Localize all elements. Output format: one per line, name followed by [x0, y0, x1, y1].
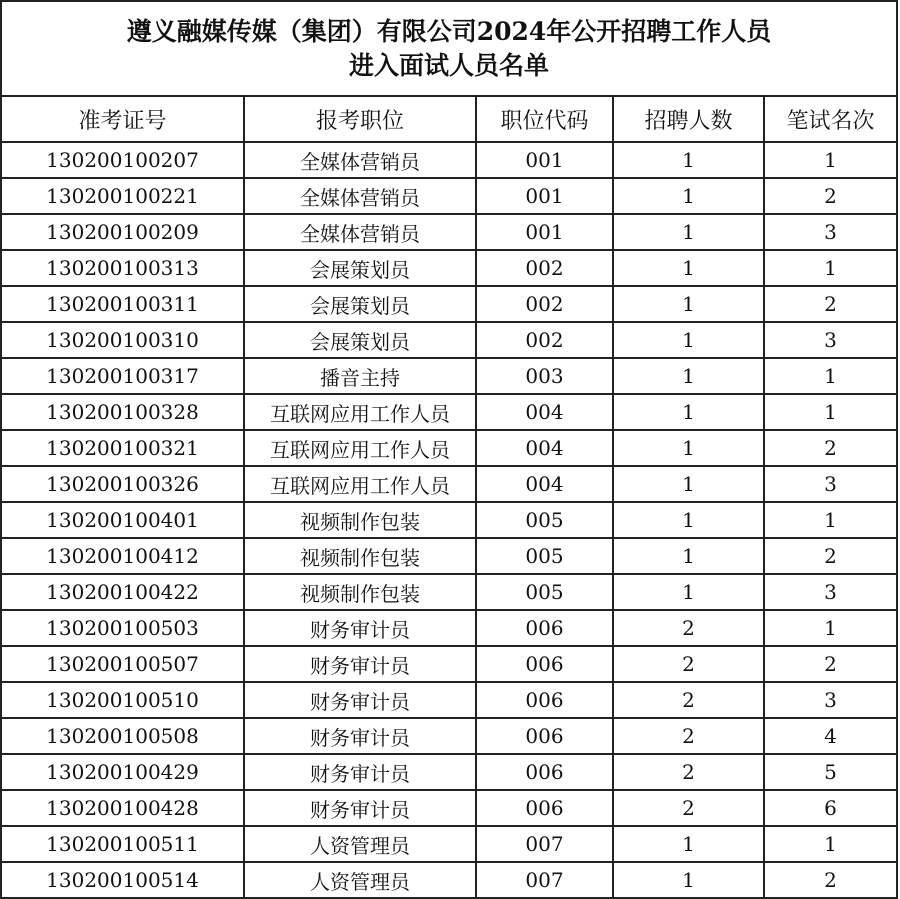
hiring-count-cell: 1 — [613, 250, 764, 286]
table-row — [2, 682, 896, 718]
exam-id-cell: 130200100310 — [2, 322, 244, 358]
document-title — [2, 0, 896, 97]
hiring-count-cell: 1 — [613, 358, 764, 394]
table-row — [2, 826, 896, 862]
header-hiring-count: 招聘人数 — [613, 97, 764, 142]
exam-id-cell: 130200100209 — [2, 214, 244, 250]
exam-id-cell: 130200100321 — [2, 430, 244, 466]
position-cell: 播音主持 — [244, 358, 476, 394]
exam-id-cell: 130200100207 — [2, 142, 244, 178]
position-code-cell: 001 — [476, 142, 613, 178]
table-row — [2, 394, 896, 430]
position-cell: 会展策划员 — [244, 250, 476, 286]
position-cell: 全媒体营销员 — [244, 214, 476, 250]
position-code-cell: 006 — [476, 610, 613, 646]
position-cell: 人资管理员 — [244, 862, 476, 898]
header-written-rank: 笔试名次 — [764, 97, 896, 142]
hiring-count-cell: 2 — [613, 682, 764, 718]
position-code-cell: 005 — [476, 502, 613, 538]
title-line-1: 遵义融媒传媒（集团）有限公司2024年公开招聘工作人员 — [126, 17, 772, 46]
table-body — [2, 142, 896, 898]
position-code-cell: 004 — [476, 394, 613, 430]
position-cell: 全媒体营销员 — [244, 178, 476, 214]
position-code-cell: 007 — [476, 826, 613, 862]
position-cell: 财务审计员 — [244, 682, 476, 718]
written-rank-cell: 2 — [764, 646, 896, 682]
table-row — [2, 646, 896, 682]
hiring-count-cell: 2 — [613, 646, 764, 682]
position-cell: 财务审计员 — [244, 718, 476, 754]
hiring-count-cell: 1 — [613, 538, 764, 574]
written-rank-cell: 2 — [764, 862, 896, 898]
table-row — [2, 754, 896, 790]
hiring-count-cell: 1 — [613, 574, 764, 610]
written-rank-cell: 3 — [764, 322, 896, 358]
written-rank-cell: 1 — [764, 250, 896, 286]
position-cell: 财务审计员 — [244, 646, 476, 682]
position-code-cell: 006 — [476, 682, 613, 718]
hiring-count-cell: 1 — [613, 502, 764, 538]
table-row — [2, 178, 896, 214]
written-rank-cell: 1 — [764, 358, 896, 394]
position-code-cell: 006 — [476, 646, 613, 682]
position-code-cell: 004 — [476, 466, 613, 502]
hiring-count-cell: 1 — [613, 142, 764, 178]
table-row — [2, 718, 896, 754]
position-code-cell: 006 — [476, 754, 613, 790]
header-exam-id: 准考证号 — [2, 97, 244, 142]
exam-id-cell: 130200100317 — [2, 358, 244, 394]
position-cell: 财务审计员 — [244, 610, 476, 646]
exam-id-cell: 130200100428 — [2, 790, 244, 826]
position-cell: 会展策划员 — [244, 286, 476, 322]
table-row — [2, 250, 896, 286]
hiring-count-cell: 1 — [613, 178, 764, 214]
written-rank-cell: 3 — [764, 682, 896, 718]
hiring-count-cell: 1 — [613, 214, 764, 250]
exam-id-cell: 130200100326 — [2, 466, 244, 502]
exam-id-cell: 130200100412 — [2, 538, 244, 574]
table-row — [2, 430, 896, 466]
hiring-count-cell: 2 — [613, 790, 764, 826]
hiring-count-cell: 1 — [613, 286, 764, 322]
written-rank-cell: 1 — [764, 610, 896, 646]
exam-id-cell: 130200100328 — [2, 394, 244, 430]
position-code-cell: 006 — [476, 790, 613, 826]
hiring-count-cell: 1 — [613, 826, 764, 862]
written-rank-cell: 3 — [764, 574, 896, 610]
position-cell: 财务审计员 — [244, 790, 476, 826]
position-code-cell: 001 — [476, 178, 613, 214]
table-row — [2, 574, 896, 610]
exam-id-cell: 130200100422 — [2, 574, 244, 610]
header-position: 报考职位 — [244, 97, 476, 142]
position-cell: 财务审计员 — [244, 754, 476, 790]
table-row — [2, 610, 896, 646]
written-rank-cell: 1 — [764, 502, 896, 538]
table-row — [2, 790, 896, 826]
table-row — [2, 502, 896, 538]
position-code-cell: 002 — [476, 250, 613, 286]
position-cell: 互联网应用工作人员 — [244, 394, 476, 430]
exam-id-cell: 130200100514 — [2, 862, 244, 898]
exam-id-cell: 130200100429 — [2, 754, 244, 790]
hiring-count-cell: 1 — [613, 862, 764, 898]
position-code-cell: 007 — [476, 862, 613, 898]
hiring-count-cell: 1 — [613, 430, 764, 466]
exam-id-cell: 130200100503 — [2, 610, 244, 646]
table-row — [2, 466, 896, 502]
table-row — [2, 322, 896, 358]
candidate-table — [2, 97, 896, 899]
position-code-cell: 005 — [476, 538, 613, 574]
position-code-cell: 005 — [476, 574, 613, 610]
written-rank-cell: 2 — [764, 430, 896, 466]
table-row — [2, 142, 896, 178]
written-rank-cell: 5 — [764, 754, 896, 790]
table-row — [2, 286, 896, 322]
hiring-count-cell: 2 — [613, 754, 764, 790]
position-cell: 视频制作包装 — [244, 574, 476, 610]
position-code-cell: 001 — [476, 214, 613, 250]
hiring-count-cell: 2 — [613, 610, 764, 646]
position-cell: 人资管理员 — [244, 826, 476, 862]
hiring-count-cell: 1 — [613, 322, 764, 358]
exam-id-cell: 130200100221 — [2, 178, 244, 214]
header-position-code: 职位代码 — [476, 97, 613, 142]
hiring-count-cell: 1 — [613, 466, 764, 502]
position-cell: 互联网应用工作人员 — [244, 430, 476, 466]
exam-id-cell: 130200100511 — [2, 826, 244, 862]
written-rank-cell: 1 — [764, 142, 896, 178]
position-cell: 视频制作包装 — [244, 538, 476, 574]
position-code-cell: 003 — [476, 358, 613, 394]
position-code-cell: 002 — [476, 322, 613, 358]
exam-id-cell: 130200100508 — [2, 718, 244, 754]
position-cell: 会展策划员 — [244, 322, 476, 358]
written-rank-cell: 4 — [764, 718, 896, 754]
position-code-cell: 002 — [476, 286, 613, 322]
title-line-2: 进入面试人员名单 — [348, 51, 549, 80]
position-cell: 全媒体营销员 — [244, 142, 476, 178]
written-rank-cell: 2 — [764, 178, 896, 214]
written-rank-cell: 1 — [764, 394, 896, 430]
exam-id-cell: 130200100401 — [2, 502, 244, 538]
table-row — [2, 214, 896, 250]
written-rank-cell: 1 — [764, 826, 896, 862]
table-row — [2, 538, 896, 574]
exam-id-cell: 130200100313 — [2, 250, 244, 286]
written-rank-cell: 3 — [764, 214, 896, 250]
hiring-count-cell: 1 — [613, 394, 764, 430]
written-rank-cell: 3 — [764, 466, 896, 502]
exam-id-cell: 130200100510 — [2, 682, 244, 718]
table-header-row — [2, 97, 896, 142]
position-code-cell: 004 — [476, 430, 613, 466]
hiring-count-cell: 2 — [613, 718, 764, 754]
table-row — [2, 862, 896, 898]
written-rank-cell: 6 — [764, 790, 896, 826]
position-cell: 视频制作包装 — [244, 502, 476, 538]
position-cell: 互联网应用工作人员 — [244, 466, 476, 502]
written-rank-cell: 2 — [764, 286, 896, 322]
table-row — [2, 358, 896, 394]
exam-id-cell: 130200100311 — [2, 286, 244, 322]
position-code-cell: 006 — [476, 718, 613, 754]
exam-id-cell: 130200100507 — [2, 646, 244, 682]
written-rank-cell: 2 — [764, 538, 896, 574]
